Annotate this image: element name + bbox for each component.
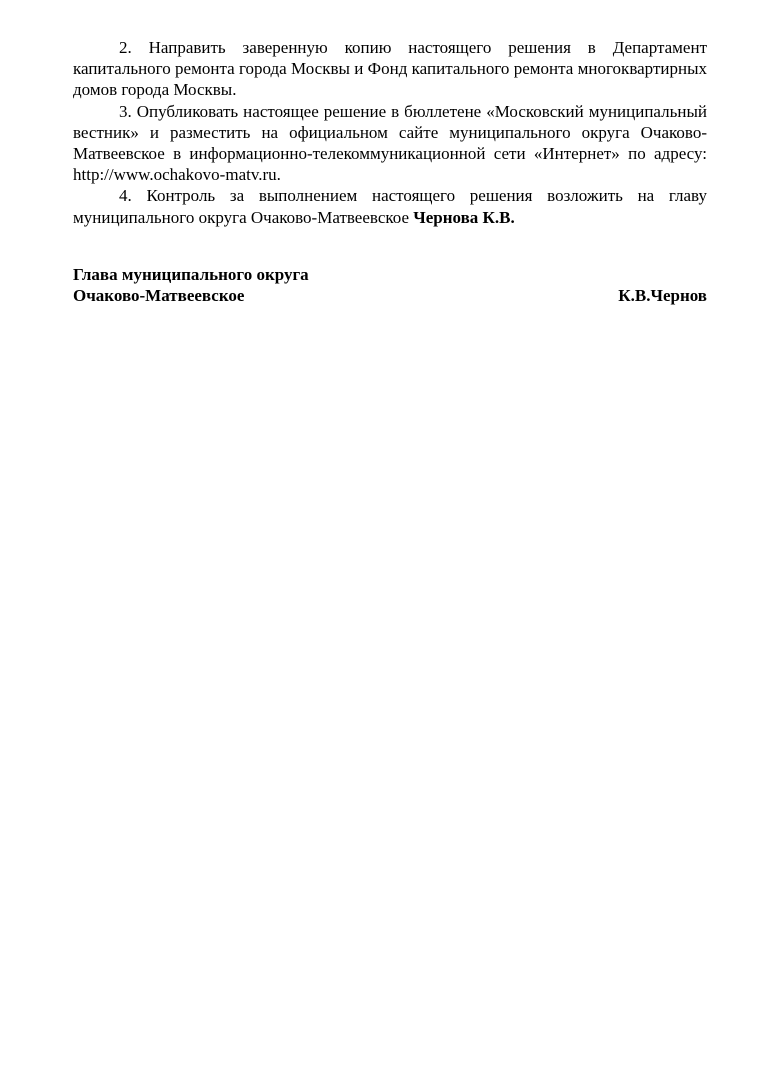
paragraph-item-4	[73, 185, 707, 227]
paragraph-item-4-text: 4. Контроль за выполнением настоящего решения возложить на главу муниципального округа Очаково-Матвеевское	[73, 186, 707, 227]
signature-title-line-1: Глава муниципального округа	[73, 265, 309, 284]
document-body	[73, 37, 707, 228]
signature-name: К.В.Чернов	[618, 286, 707, 306]
paragraph-item-3: 3. Опубликовать настоящее решение в бюллетене «Московский муниципальный вестник» и разместить на официальном сайте муниципального округа Очаково-Матвеевское в информационно-телекоммуникационной сети «Интернет» по адресу: http://www.ochakovo-matv.ru.	[73, 101, 707, 185]
responsible-person-name: Чернова К.В.	[413, 207, 515, 227]
paragraph-item-2: 2. Направить заверенную копию настоящего решения в Департамент капитального ремонта города Москвы и Фонд капитального ремонта многоквартирных домов города Москвы.	[73, 38, 707, 100]
signature-row	[73, 285, 707, 306]
signature-title-line-2: Очаково-Матвеевское	[73, 286, 245, 306]
signature-block	[73, 264, 707, 306]
